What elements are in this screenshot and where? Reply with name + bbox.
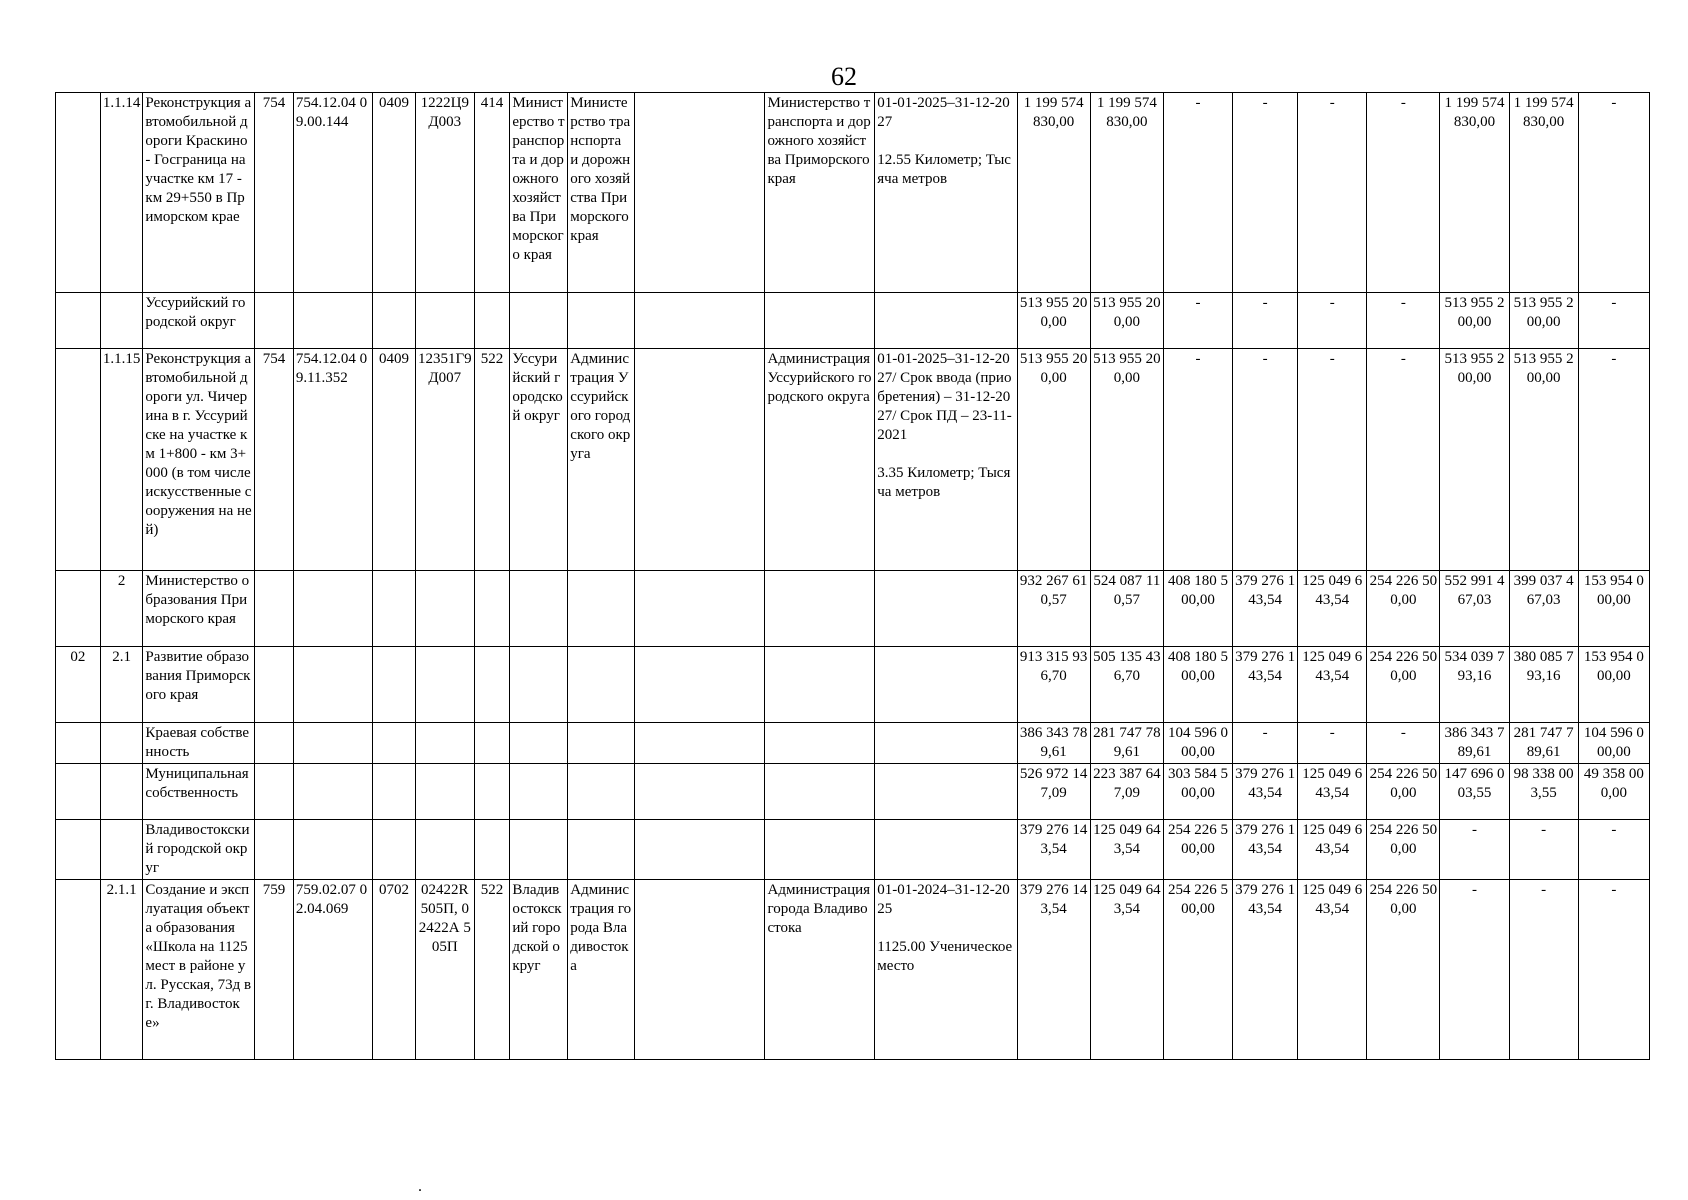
- row-number-cell: 02: [56, 647, 101, 723]
- amount-cell: 380 085 793,16: [1509, 647, 1578, 723]
- responsible-cell: [765, 820, 875, 880]
- target-article-cell: [415, 820, 474, 880]
- amount-cell: -: [1298, 93, 1367, 293]
- customer-cell: Министерство транспорта и дорожного хозяйства Приморского края: [568, 93, 635, 293]
- row-number-cell: [56, 820, 101, 880]
- amount-cell: 223 387 647,09: [1090, 764, 1163, 820]
- item-code-cell: 1.1.14: [100, 93, 143, 293]
- amount-cell: -: [1440, 880, 1509, 1060]
- amount-cell: 513 955 200,00: [1509, 349, 1578, 571]
- expense-type-cell: 414: [474, 93, 510, 293]
- amount-cell: 125 049 643,54: [1090, 880, 1163, 1060]
- amount-cell: 379 276 143,54: [1233, 820, 1298, 880]
- amount-cell: 125 049 643,54: [1298, 880, 1367, 1060]
- table-row: [56, 880, 1650, 1060]
- classifier-cell: 754.12.04 09.00.144: [293, 93, 372, 293]
- amount-cell: -: [1367, 349, 1440, 571]
- target-article-cell: 1222Ц9 Д003: [415, 93, 474, 293]
- responsible-cell: [765, 764, 875, 820]
- responsible-cell: [765, 293, 875, 349]
- row-number-cell: [56, 93, 101, 293]
- section-cell: 0409: [373, 93, 416, 293]
- row-number-cell: [56, 293, 101, 349]
- amount-cell: 386 343 789,61: [1017, 723, 1090, 764]
- amount-cell: 379 276 143,54: [1233, 571, 1298, 647]
- period-cell: [875, 723, 1017, 764]
- amount-cell: 125 049 643,54: [1298, 571, 1367, 647]
- target-article-cell: [415, 571, 474, 647]
- responsible-cell: [765, 647, 875, 723]
- responsible-cell: [765, 723, 875, 764]
- amount-cell: 125 049 643,54: [1298, 764, 1367, 820]
- empty-cell: [635, 820, 765, 880]
- item-code-cell: 2.1.1: [100, 880, 143, 1060]
- classifier-cell: [293, 293, 372, 349]
- classifier-cell: [293, 647, 372, 723]
- amount-cell: 254 226 500,00: [1367, 820, 1440, 880]
- period-cell: [875, 764, 1017, 820]
- budget-table: [55, 92, 1650, 1060]
- table-row: [56, 647, 1650, 723]
- amount-cell: 281 747 789,61: [1090, 723, 1163, 764]
- empty-cell: [635, 880, 765, 1060]
- amount-cell: 386 343 789,61: [1440, 723, 1509, 764]
- page-number: 62: [831, 62, 857, 91]
- expense-type-cell: 522: [474, 880, 510, 1060]
- expense-type-cell: [474, 293, 510, 349]
- code-cell: 754: [255, 93, 294, 293]
- amount-cell: 513 955 200,00: [1090, 293, 1163, 349]
- section-cell: [373, 764, 416, 820]
- amount-cell: 254 226 500,00: [1367, 764, 1440, 820]
- responsible-cell: Администрация Уссурийского городского округа: [765, 349, 875, 571]
- amount-cell: -: [1578, 880, 1649, 1060]
- item-name-cell: Создание и эксплуатация объекта образования «Школа на 1125 мест в районе ул. Русская, 73д в г. Владивостоке»: [143, 880, 255, 1060]
- empty-cell: [635, 571, 765, 647]
- item-code-cell: [100, 820, 143, 880]
- period-cell: [875, 647, 1017, 723]
- amount-cell: 379 276 143,54: [1017, 820, 1090, 880]
- amount-cell: -: [1233, 723, 1298, 764]
- amount-cell: -: [1509, 820, 1578, 880]
- section-cell: [373, 647, 416, 723]
- item-code-cell: 1.1.15: [100, 349, 143, 571]
- customer-cell: [568, 723, 635, 764]
- amount-cell: 254 226 500,00: [1367, 880, 1440, 1060]
- code-cell: [255, 764, 294, 820]
- amount-cell: 408 180 500,00: [1163, 571, 1232, 647]
- amount-cell: -: [1298, 293, 1367, 349]
- amount-cell: 408 180 500,00: [1163, 647, 1232, 723]
- classifier-cell: [293, 820, 372, 880]
- responsible-cell: [765, 571, 875, 647]
- table-row: [56, 349, 1650, 571]
- amount-cell: -: [1578, 349, 1649, 571]
- owner-cell: [510, 293, 568, 349]
- period-cell: [875, 820, 1017, 880]
- section-cell: 0409: [373, 349, 416, 571]
- table-row: [56, 293, 1650, 349]
- empty-cell: [635, 293, 765, 349]
- item-code-cell: [100, 764, 143, 820]
- item-name-cell: Министерство образования Приморского края: [143, 571, 255, 647]
- amount-cell: 254 226 500,00: [1163, 880, 1232, 1060]
- amount-cell: 1 199 574 830,00: [1509, 93, 1578, 293]
- code-cell: 754: [255, 349, 294, 571]
- amount-cell: 552 991 467,03: [1440, 571, 1509, 647]
- period-cell: [875, 293, 1017, 349]
- classifier-cell: [293, 723, 372, 764]
- amount-cell: 153 954 000,00: [1578, 647, 1649, 723]
- code-cell: [255, 723, 294, 764]
- amount-cell: -: [1163, 293, 1232, 349]
- amount-cell: 379 276 143,54: [1017, 880, 1090, 1060]
- amount-cell: -: [1163, 93, 1232, 293]
- responsible-cell: Министерство транспорта и дорожного хозяйства Приморского края: [765, 93, 875, 293]
- amount-cell: 513 955 200,00: [1017, 349, 1090, 571]
- amount-cell: 1 199 574 830,00: [1017, 93, 1090, 293]
- amount-cell: -: [1367, 293, 1440, 349]
- code-cell: [255, 647, 294, 723]
- row-number-cell: [56, 880, 101, 1060]
- amount-cell: 125 049 643,54: [1298, 647, 1367, 723]
- amount-cell: 379 276 143,54: [1233, 880, 1298, 1060]
- item-code-cell: [100, 723, 143, 764]
- section-cell: [373, 571, 416, 647]
- amount-cell: 379 276 143,54: [1233, 647, 1298, 723]
- owner-cell: Министерство транспорта и дорожного хозяйства Приморского края: [510, 93, 568, 293]
- row-number-cell: [56, 764, 101, 820]
- target-article-cell: [415, 647, 474, 723]
- amount-cell: -: [1233, 93, 1298, 293]
- owner-cell: [510, 723, 568, 764]
- amount-cell: 913 315 936,70: [1017, 647, 1090, 723]
- amount-cell: -: [1367, 93, 1440, 293]
- amount-cell: 303 584 500,00: [1163, 764, 1232, 820]
- code-cell: [255, 293, 294, 349]
- item-name-cell: Уссурийский городской округ: [143, 293, 255, 349]
- amount-cell: 932 267 610,57: [1017, 571, 1090, 647]
- amount-cell: 147 696 003,55: [1440, 764, 1509, 820]
- owner-cell: [510, 571, 568, 647]
- amount-cell: 281 747 789,61: [1509, 723, 1578, 764]
- customer-cell: Администрация Уссурийского городского округа: [568, 349, 635, 571]
- section-cell: 0702: [373, 880, 416, 1060]
- expense-type-cell: [474, 723, 510, 764]
- customer-cell: [568, 293, 635, 349]
- amount-cell: 1 199 574 830,00: [1090, 93, 1163, 293]
- amount-cell: 104 596 000,00: [1578, 723, 1649, 764]
- table-body: [56, 93, 1650, 1060]
- item-code-cell: 2.1: [100, 647, 143, 723]
- amount-cell: 254 226 500,00: [1163, 820, 1232, 880]
- amount-cell: 513 955 200,00: [1440, 349, 1509, 571]
- amount-cell: -: [1367, 723, 1440, 764]
- amount-cell: -: [1298, 349, 1367, 571]
- target-article-cell: [415, 764, 474, 820]
- expense-type-cell: [474, 820, 510, 880]
- table-row: [56, 723, 1650, 764]
- customer-cell: Администрация города Владивостока: [568, 880, 635, 1060]
- classifier-cell: [293, 764, 372, 820]
- amount-cell: 399 037 467,03: [1509, 571, 1578, 647]
- owner-cell: Владивостокский городской округ: [510, 880, 568, 1060]
- amount-cell: 524 087 110,57: [1090, 571, 1163, 647]
- responsible-cell: Администрация города Владивостока: [765, 880, 875, 1060]
- target-article-cell: 02422R 505П, 02422А 505П: [415, 880, 474, 1060]
- period-cell: 01-01-2025–31-12-2027 12.55 Километр; Тысяча метров: [875, 93, 1017, 293]
- amount-cell: 125 049 643,54: [1090, 820, 1163, 880]
- amount-cell: -: [1233, 293, 1298, 349]
- amount-cell: 526 972 147,09: [1017, 764, 1090, 820]
- section-cell: [373, 820, 416, 880]
- row-number-cell: [56, 723, 101, 764]
- amount-cell: 513 955 200,00: [1509, 293, 1578, 349]
- section-cell: [373, 723, 416, 764]
- amount-cell: -: [1578, 93, 1649, 293]
- empty-cell: [635, 349, 765, 571]
- amount-cell: -: [1440, 820, 1509, 880]
- target-article-cell: [415, 293, 474, 349]
- code-cell: [255, 820, 294, 880]
- item-code-cell: [100, 293, 143, 349]
- code-cell: [255, 571, 294, 647]
- empty-cell: [635, 93, 765, 293]
- amount-cell: -: [1578, 820, 1649, 880]
- amount-cell: 125 049 643,54: [1298, 820, 1367, 880]
- table-row: [56, 764, 1650, 820]
- owner-cell: [510, 820, 568, 880]
- item-name-cell: Реконструкция автомобильной дороги ул. Чичерина в г. Уссурийске на участке км 1+800 - км 3+000 (в том числе искусственные сооружения на ней): [143, 349, 255, 571]
- section-cell: [373, 293, 416, 349]
- classifier-cell: 754.12.04 09.11.352: [293, 349, 372, 571]
- item-name-cell: Муниципальная собственность: [143, 764, 255, 820]
- amount-cell: -: [1298, 723, 1367, 764]
- amount-cell: -: [1233, 349, 1298, 571]
- period-cell: [875, 571, 1017, 647]
- amount-cell: 1 199 574 830,00: [1440, 93, 1509, 293]
- amount-cell: 513 955 200,00: [1440, 293, 1509, 349]
- code-cell: 759: [255, 880, 294, 1060]
- empty-cell: [635, 764, 765, 820]
- row-number-cell: [56, 349, 101, 571]
- amount-cell: 254 226 500,00: [1367, 647, 1440, 723]
- amount-cell: 49 358 000,00: [1578, 764, 1649, 820]
- table-row: [56, 93, 1650, 293]
- amount-cell: -: [1509, 880, 1578, 1060]
- empty-cell: [635, 647, 765, 723]
- owner-cell: [510, 764, 568, 820]
- amount-cell: 513 955 200,00: [1017, 293, 1090, 349]
- target-article-cell: 12351Г9 Д007: [415, 349, 474, 571]
- item-name-cell: Развитие образования Приморского края: [143, 647, 255, 723]
- owner-cell: [510, 647, 568, 723]
- table-row: [56, 820, 1650, 880]
- item-name-cell: Реконструкция автомобильной дороги Краскино - Госграница на участке км 17 - км 29+550 в Приморском крае: [143, 93, 255, 293]
- period-cell: 01-01-2024–31-12-2025 1125.00 Ученическое место: [875, 880, 1017, 1060]
- classifier-cell: 759.02.07 02.04.069: [293, 880, 372, 1060]
- owner-cell: Уссурийский городской округ: [510, 349, 568, 571]
- amount-cell: 98 338 003,55: [1509, 764, 1578, 820]
- row-number-cell: [56, 571, 101, 647]
- amount-cell: -: [1578, 293, 1649, 349]
- amount-cell: 534 039 793,16: [1440, 647, 1509, 723]
- customer-cell: [568, 571, 635, 647]
- item-code-cell: 2: [100, 571, 143, 647]
- expense-type-cell: 522: [474, 349, 510, 571]
- amount-cell: 379 276 143,54: [1233, 764, 1298, 820]
- amount-cell: 513 955 200,00: [1090, 349, 1163, 571]
- expense-type-cell: [474, 571, 510, 647]
- bottom-mark: .: [418, 1178, 422, 1195]
- target-article-cell: [415, 723, 474, 764]
- table-row: [56, 571, 1650, 647]
- item-name-cell: Краевая собственность: [143, 723, 255, 764]
- period-cell: 01-01-2025–31-12-2027/ Срок ввода (приобретения) – 31-12-2027/ Срок ПД – 23-11-2021 3.35 Километр; Тысяча метров: [875, 349, 1017, 571]
- amount-cell: -: [1163, 349, 1232, 571]
- customer-cell: [568, 647, 635, 723]
- item-name-cell: Владивостокский городской округ: [143, 820, 255, 880]
- amount-cell: 505 135 436,70: [1090, 647, 1163, 723]
- amount-cell: 153 954 000,00: [1578, 571, 1649, 647]
- customer-cell: [568, 820, 635, 880]
- expense-type-cell: [474, 764, 510, 820]
- amount-cell: 254 226 500,00: [1367, 571, 1440, 647]
- expense-type-cell: [474, 647, 510, 723]
- customer-cell: [568, 764, 635, 820]
- amount-cell: 104 596 000,00: [1163, 723, 1232, 764]
- classifier-cell: [293, 571, 372, 647]
- empty-cell: [635, 723, 765, 764]
